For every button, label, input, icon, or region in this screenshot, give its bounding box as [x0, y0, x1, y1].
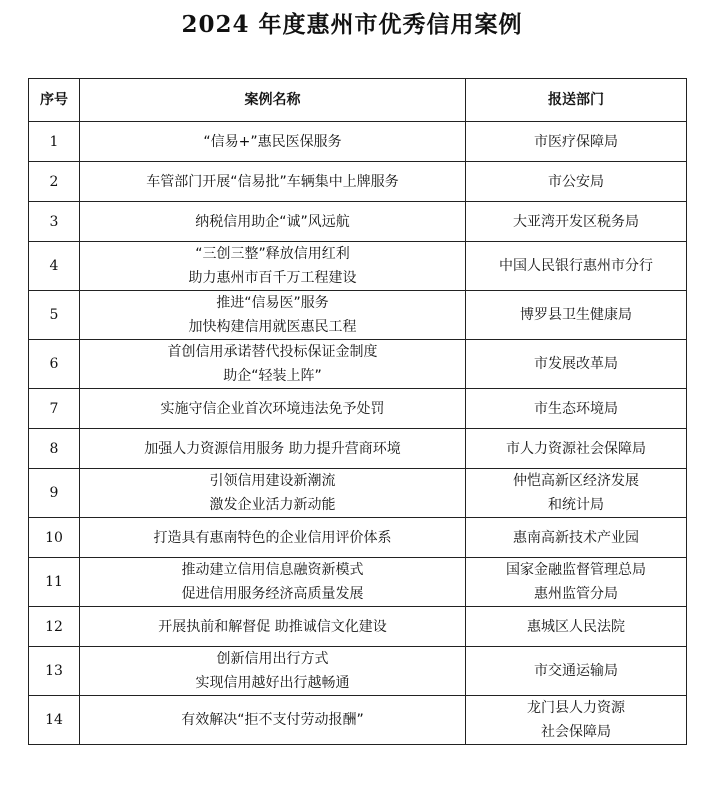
- row-number: 14: [29, 696, 80, 745]
- case-name-line: 推动建立信用信息融资新模式: [181, 562, 364, 578]
- case-name-line: 纳税信用助企“诚”风远航: [195, 213, 350, 230]
- table-row: [29, 389, 687, 429]
- row-number: 12: [29, 607, 80, 647]
- case-name-line: 打造具有惠南特色的企业信用评价体系: [153, 529, 392, 546]
- department-line: 仲恺高新区经济发展: [513, 473, 639, 489]
- case-name-line: 创新信用出行方式: [216, 651, 329, 667]
- case-name-cell: [80, 242, 466, 291]
- department-cell: [466, 429, 687, 469]
- page-title: 2024 年度惠州市优秀信用案例: [181, 11, 523, 38]
- row-number: 13: [29, 647, 80, 696]
- row-number: 10: [29, 518, 80, 558]
- department-cell: [466, 340, 687, 389]
- table-row: [29, 291, 687, 340]
- case-name-line: 助企“轻装上阵”: [223, 368, 322, 384]
- department-cell: [466, 558, 687, 607]
- case-name-line: 开展执前和解督促 助推诚信文化建设: [158, 618, 387, 635]
- case-name-cell: [80, 291, 466, 340]
- department-cell: [466, 607, 687, 647]
- case-name-line: 促进信用服务经济高质量发展: [181, 586, 364, 602]
- department-cell: [466, 242, 687, 291]
- table-row: [29, 607, 687, 647]
- row-number: 8: [29, 429, 80, 469]
- table-row: [29, 647, 687, 696]
- case-name-cell: [80, 340, 466, 389]
- case-name-cell: [80, 429, 466, 469]
- row-number: 2: [29, 162, 80, 202]
- header-department: 报送部门: [466, 79, 687, 122]
- row-number: 5: [29, 291, 80, 340]
- case-name-line: “信易+”惠民医保服务: [203, 133, 342, 150]
- department-line: 社会保障局: [541, 724, 611, 740]
- case-name-line: 实现信用越好出行越畅通: [195, 675, 350, 691]
- case-name-line: 实施守信企业首次环境违法免予处罚: [160, 400, 385, 417]
- row-number: 4: [29, 242, 80, 291]
- header-no: 序号: [29, 79, 80, 122]
- department-line: 国家金融监督管理总局: [506, 562, 646, 578]
- table-row: [29, 340, 687, 389]
- credit-cases-table: [28, 78, 687, 745]
- department-line: 惠南高新技术产业园: [513, 529, 639, 546]
- department-line: 市交通运输局: [534, 663, 618, 679]
- table-row: [29, 469, 687, 518]
- table-row: [29, 518, 687, 558]
- department-line: 市医疗保障局: [534, 133, 618, 150]
- department-line: 市公安局: [548, 173, 604, 190]
- case-name-cell: [80, 202, 466, 242]
- case-name-cell: [80, 647, 466, 696]
- table-row: [29, 122, 687, 162]
- table-row: [29, 202, 687, 242]
- department-cell: [466, 696, 687, 745]
- case-name-cell: [80, 469, 466, 518]
- case-name-cell: [80, 607, 466, 647]
- department-cell: [466, 122, 687, 162]
- case-name-line: 助力惠州市百千万工程建设: [188, 270, 357, 286]
- department-line: 龙门县人力资源: [527, 700, 625, 716]
- row-number: 1: [29, 122, 80, 162]
- row-number: 11: [29, 558, 80, 607]
- row-number: 6: [29, 340, 80, 389]
- department-line: 大亚湾开发区税务局: [513, 213, 639, 230]
- case-name-cell: [80, 162, 466, 202]
- table-row: [29, 429, 687, 469]
- case-name-line: 车管部门开展“信易批”车辆集中上牌服务: [146, 173, 399, 190]
- case-name-line: 引领信用建设新潮流: [209, 473, 336, 489]
- table-row: [29, 696, 687, 745]
- case-name-cell: [80, 122, 466, 162]
- table-header-row: [29, 79, 687, 122]
- header-case-name: 案例名称: [80, 79, 466, 122]
- row-number: 3: [29, 202, 80, 242]
- case-name-cell: [80, 389, 466, 429]
- department-line: 博罗县卫生健康局: [520, 307, 632, 323]
- department-line: 惠城区人民法院: [527, 618, 625, 635]
- table-row: [29, 162, 687, 202]
- department-cell: [466, 469, 687, 518]
- case-name-line: 激发企业活力新动能: [209, 497, 336, 513]
- table-row: [29, 558, 687, 607]
- case-name-line: “三创三整”释放信用红利: [195, 246, 350, 262]
- department-line: 市发展改革局: [534, 356, 618, 372]
- case-name-line: 首创信用承诺替代投标保证金制度: [167, 344, 378, 360]
- department-line: 市人力资源社会保障局: [506, 440, 646, 457]
- department-cell: [466, 291, 687, 340]
- department-line: 中国人民银行惠州市分行: [499, 258, 653, 274]
- case-name-cell: [80, 518, 466, 558]
- department-cell: [466, 202, 687, 242]
- department-line: 惠州监管分局: [534, 586, 618, 602]
- department-cell: [466, 389, 687, 429]
- department-cell: [466, 162, 687, 202]
- row-number: 7: [29, 389, 80, 429]
- department-line: 市生态环境局: [534, 400, 618, 417]
- case-name-cell: [80, 696, 466, 745]
- case-name-line: 推进“信易医”服务: [216, 295, 329, 311]
- case-name-cell: [80, 558, 466, 607]
- table-row: [29, 242, 687, 291]
- department-cell: [466, 647, 687, 696]
- case-name-line: 有效解决“拒不支付劳动报酬”: [181, 712, 364, 728]
- department-line: 和统计局: [548, 497, 604, 513]
- case-name-line: 加强人力资源信用服务 助力提升营商环境: [144, 440, 401, 457]
- department-cell: [466, 518, 687, 558]
- row-number: 9: [29, 469, 80, 518]
- case-name-line: 加快构建信用就医惠民工程: [188, 319, 357, 335]
